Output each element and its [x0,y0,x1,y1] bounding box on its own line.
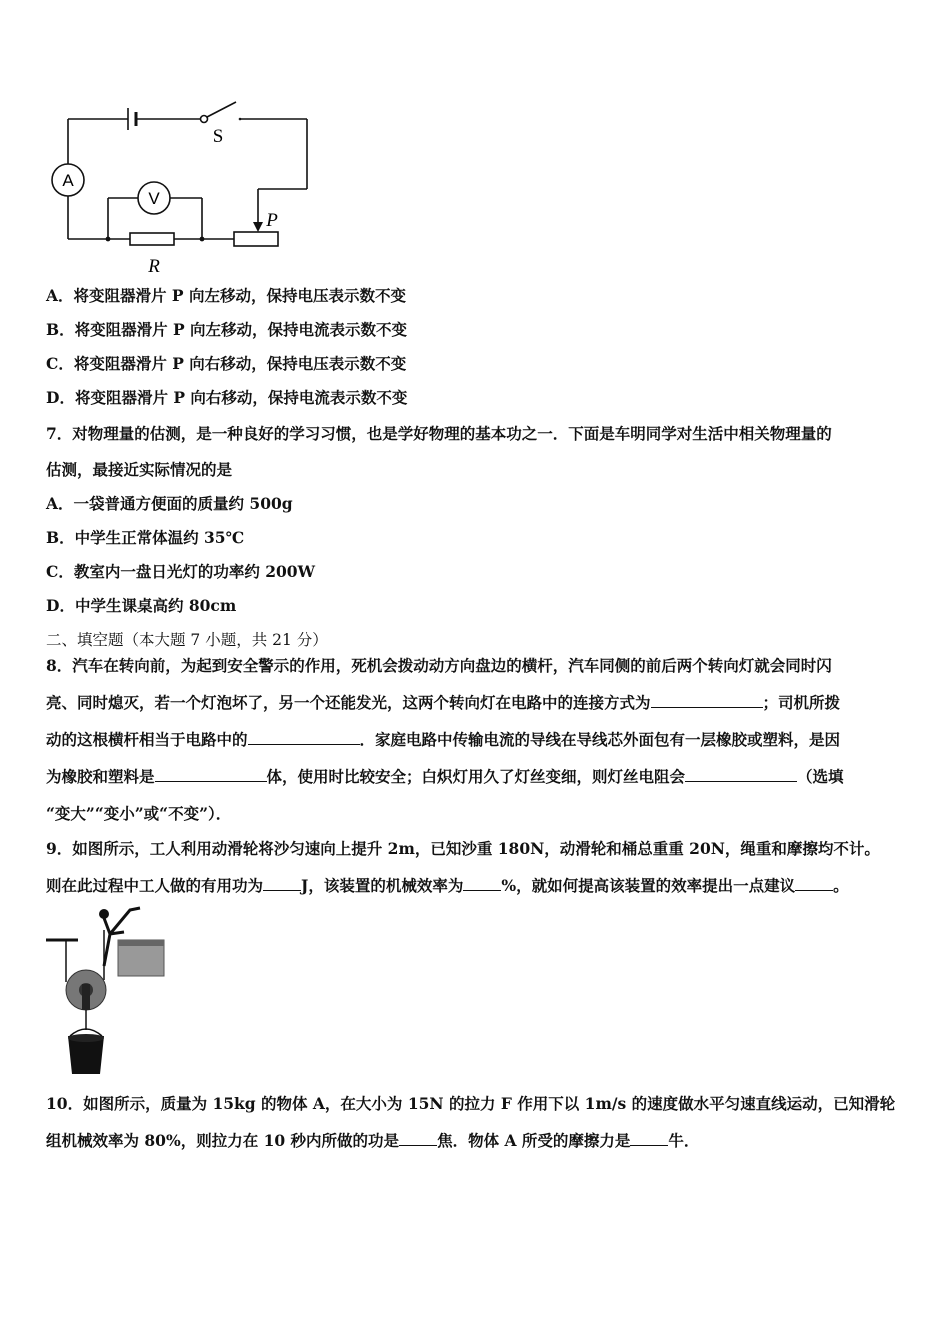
q6-option-a: A．将变阻器滑片 P 向左移动，保持电压表示数不变 [46,286,406,305]
q10-line2-text-c: 牛． [668,1131,700,1150]
q8-line4-text-a: 为橡胶和塑料是 [46,767,155,786]
q7-option-b: B．中学生正常体温约 35℃ [46,528,245,547]
rheostat-symbol [234,232,278,246]
circuit-diagram [44,96,314,278]
q9-line2-text-a: 则在此过程中工人做的有用功为 [46,876,264,895]
q7-option-c: C．教室内一盘日光灯的功率约 200W [46,562,315,581]
q8-line2-text-b: ；司机所拨 [762,693,841,712]
section-title: 二、填空题（本大题 7 小题，共 21 分） [46,631,328,649]
resistor-symbol [130,233,174,245]
q10-line2-text-b: 焦．物体 A 所受的摩擦力是 [437,1131,631,1150]
q7-stem-line2: 估测，最接近实际情况的是 [46,460,233,479]
q9-line2-text-b: J，该装置的机械效率为 [301,876,464,895]
svg-text:P: P [266,210,278,231]
q8-line5: “变大”“变小”或“不变”）． [46,804,232,823]
q7-stem-line1: 7．对物理量的估测，是一种良好的学习习惯，也是学好物理的基本功之一．下面是车明同学对生活中相关物理量的 [46,424,832,443]
svg-text:V: V [148,189,160,208]
q8-line2 [46,693,840,713]
svg-text:R: R [148,256,160,277]
q9-line2-text-c: %，就如何提高该装置的效率提出一点建议 [501,876,796,895]
q6-option-b: B．将变阻器滑片 P 向左移动，保持电流表示数不变 [46,320,408,339]
q7-option-a: A．一袋普通方便面的质量约 500g [46,494,293,513]
svg-text:S: S [212,126,224,147]
answer-blank[interactable] [795,876,833,891]
q8-line3 [46,730,840,750]
answer-blank[interactable] [263,876,301,891]
q10-line2 [46,1131,699,1151]
q6-option-c: C．将变阻器滑片 P 向右移动，保持电压表示数不变 [46,354,407,373]
q8-line3-text-b: ．家庭电路中传输电流的导线在导线芯外面包有一层橡胶或塑料，是因 [359,730,841,749]
answer-blank[interactable] [463,876,501,891]
q8-line2-text-a: 亮、同时熄灭，若一个灯泡坏了，另一个还能发光，这两个转向灯在电路中的连接方式为 [46,693,651,712]
svg-text:A: A [62,171,74,190]
q8-line3-text-a: 动的这根横杆相当于电路中的 [46,730,248,749]
answer-blank[interactable] [685,767,797,782]
answer-blank[interactable] [248,730,360,745]
q8-line1: 8．汽车在转向前，为起到安全警示的作用，死机会拨动动方向盘边的横杆，汽车同侧的前后两个转向灯就会同时闪 [46,656,832,675]
q8-line4-text-c: （选填 [797,767,844,786]
q8-line4-text-b: 体，使用时比较安全；白炽灯用久了灯丝变细，则灯丝电阻会 [266,767,686,786]
q10-line1: 10．如图所示，质量为 15kg 的物体 A，在大小为 15N 的拉力 F 作用下以 1m/s 的速度做水平匀速直线运动，已知滑轮 [46,1094,896,1113]
answer-blank[interactable] [155,767,267,782]
answer-blank[interactable] [651,693,763,708]
answer-blank[interactable] [399,1131,437,1146]
q9-line1: 9．如图所示，工人利用动滑轮将沙匀速向上提升 2m，已知沙重 180N，动滑轮和桶总重重 20N，绳重和摩擦均不计。 [46,839,880,858]
pulley-diagram [44,904,174,1080]
q6-option-d: D．将变阻器滑片 P 向右移动，保持电流表示数不变 [46,388,408,407]
q9-line2 [46,876,849,896]
q10-line2-text-a: 组机械效率为 80%，则拉力在 10 秒内所做的功是 [46,1131,400,1150]
q8-line4 [46,767,844,787]
q7-option-d: D．中学生课桌高约 80cm [46,596,237,615]
q9-line2-text-d: 。 [833,876,849,895]
answer-blank[interactable] [630,1131,668,1146]
